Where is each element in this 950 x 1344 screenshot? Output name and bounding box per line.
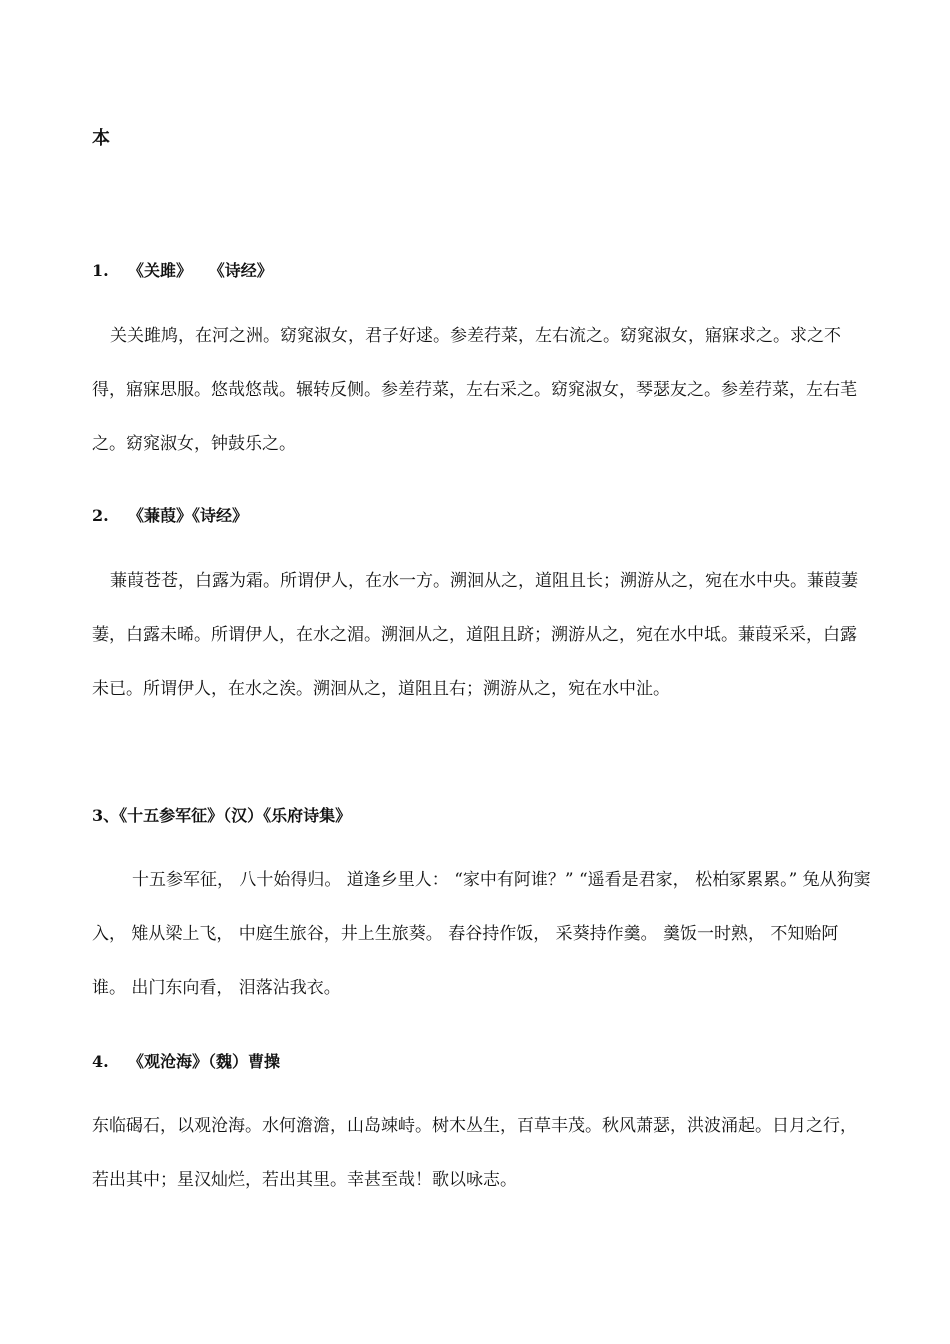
section-2-number: 2. — [92, 506, 109, 525]
section-2-title: 《蒹葭》《诗经》 — [128, 506, 249, 525]
section-2-poem: 蒹葭苍苍，白露为霜。所谓伊人，在水一方。溯洄从之，道阻且长；溯游从之，宛在水中央。蒹葭萋萋，白露未晞。所谓伊人，在水之湄。溯洄从之，道阻且跻；溯游从之，宛在水中坻。蒹葭采采，白露未已。所谓伊人，在水之涘。溯洄从之，道阻且右；溯游从之，宛在水中沚。 — [92, 571, 858, 699]
section-1-poem: 关关雎鸠，在河之洲。窈窕淑女，君子好逑。参差荇菜，左右流之。窈窕淑女，寤寐求之。求之不得，寤寐思服。悠哉悠哉。辗转反侧。参差荇菜，左右采之。窈窕淑女，琴瑟友之。参差荇菜，左右芼之。窈窕淑女，钟鼓乐之。 — [92, 326, 857, 454]
section-3-heading — [92, 803, 351, 826]
section-4-number: 4. — [92, 1052, 109, 1071]
section-4-heading — [92, 1049, 280, 1072]
section-3-number: 3、 — [92, 806, 120, 825]
section-1-number: 1. — [92, 261, 109, 280]
section-2-heading — [92, 503, 248, 526]
section-1-heading — [92, 258, 273, 281]
section-4-title: 《观沧海》（魏）曹操 — [128, 1052, 281, 1071]
section-3-title: 《十五参军征》（汉）《乐府诗集》 — [119, 806, 352, 825]
section-4-poem: 东临碣石，以观沧海。水何澹澹，山岛竦峙。树木丛生，百草丰茂。秋风萧瑟，洪波涌起。日月之行，若出其中；星汉灿烂，若出其里。幸甚至哉！歌以咏志。 — [92, 1116, 857, 1190]
section-3-poem: 十五参军征， 八十始得归。 道逢乡里人： “家中有阿谁？” “遥看是君家， 松柏冢累累。” 兔从狗窦入， 雉从梁上飞， 中庭生旅谷，井上生旅葵。 舂谷持作饭， 采葵持作羹。 羹饭一时熟， 不知贻阿谁。 出门东向看， 泪落沾我衣。 — [92, 870, 871, 998]
section-1-title: 《关雎》 《诗经》 — [128, 261, 273, 280]
document-title: 本 — [92, 128, 110, 149]
